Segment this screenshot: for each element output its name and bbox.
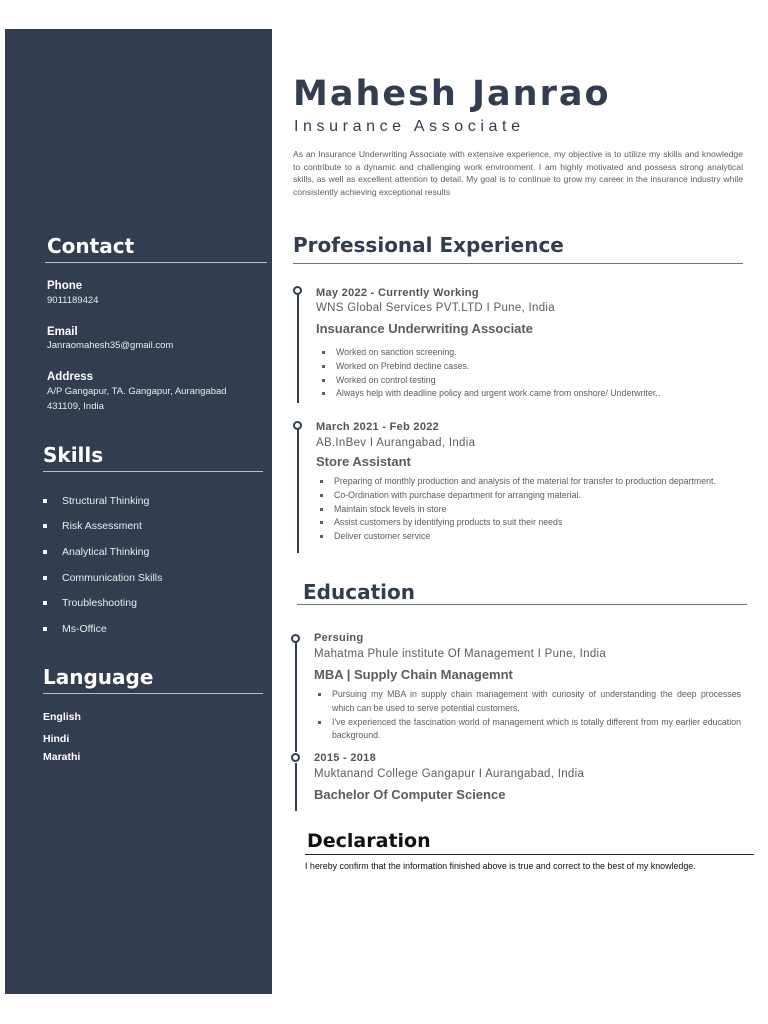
job-title: Insuarance Underwriting Associate — [316, 321, 533, 336]
skill-label: Structural Thinking — [62, 494, 150, 507]
duty-item: Maintain stock levels in store — [316, 503, 743, 517]
duty-item: Worked on control testing — [318, 374, 743, 388]
skills-divider — [43, 471, 263, 472]
sidebar — [5, 29, 272, 994]
duty-item: Preparing of monthly production and analysis of the material for transfer to production department. — [316, 475, 743, 489]
declaration-text: I hereby confirm that the information finished above is true and correct to the best of my knowledge. — [305, 861, 696, 871]
candidate-role: Insurance Associate — [294, 118, 525, 135]
language-item: English — [43, 711, 81, 723]
skill-item — [43, 565, 162, 591]
experience-timeline-line — [297, 428, 299, 553]
skills-heading: Skills — [43, 443, 104, 467]
skill-label: Troubleshooting — [62, 597, 137, 610]
education-degree: Bachelor Of Computer Science — [314, 787, 506, 802]
education-notes — [314, 688, 741, 743]
language-heading: Language — [43, 665, 154, 689]
email-label: Email — [47, 326, 78, 338]
skill-label: Communication Skills — [62, 571, 163, 584]
language-item: Marathi — [43, 751, 81, 763]
skill-item — [43, 616, 162, 642]
job-company: AB.InBev I Aurangabad, India — [316, 437, 476, 449]
education-date: 2015 - 2018 — [314, 752, 377, 764]
email-value: Janraomahesh35@gmail.com — [47, 340, 174, 351]
duty-item: Worked on Prebind decline cases. — [318, 360, 743, 374]
address-value: A/P Gangapur, TA. Gangapur, Aurangabad 431109, India — [47, 386, 227, 412]
timeline-dot-icon — [293, 421, 302, 430]
duty-item: Co-Ordination with purchase department for arranging material. — [316, 489, 743, 503]
bullet-icon — [43, 499, 47, 503]
job-title: Store Assistant — [316, 454, 411, 469]
education-date: Persuing — [314, 632, 364, 644]
skills-list — [43, 488, 162, 642]
language-divider — [43, 693, 263, 694]
job-duties — [318, 346, 743, 401]
education-timeline-line — [295, 763, 297, 811]
duty-item: Worked on sanction screening. — [318, 346, 743, 360]
address-label: Address — [47, 371, 94, 383]
education-institute: Mahatma Phule institute Of Management I Pune, India — [314, 648, 607, 660]
bullet-icon — [43, 601, 47, 605]
job-duties — [316, 475, 743, 544]
bullet-icon — [43, 627, 47, 631]
education-institute: Muktanand College Gangapur I Aurangabad, India — [314, 768, 585, 780]
duty-item: Always help with deadline policy and urgent work came from onshore/ Underwriter.. — [318, 387, 743, 401]
declaration-divider — [305, 854, 754, 855]
bullet-icon — [43, 550, 47, 554]
phone-label: Phone — [47, 280, 83, 292]
declaration-heading: Declaration — [307, 830, 431, 852]
duty-item: Deliver customer service — [316, 530, 743, 544]
skill-item — [43, 514, 162, 540]
skill-label: Risk Assessment — [62, 520, 142, 533]
skill-label: Analytical Thinking — [62, 545, 150, 558]
bullet-icon — [43, 576, 47, 580]
language-item: Hindi — [43, 733, 70, 745]
contact-heading: Contact — [47, 234, 135, 258]
bullet-icon — [43, 524, 47, 528]
education-degree: MBA | Supply Chain Managemnt — [314, 667, 513, 682]
profile-summary: As an Insurance Underwriting Associate with extensive experience, my objective is to utilize my skills and knowledge to contribute to a dynamic and challenging work environment. I am highly motivated and possess strong analytical skills, as well as excellent attention to detail. My goal is to continue to grow my career in the insurance industry while consistently achieving exceptional results — [293, 149, 743, 197]
education-timeline-line — [295, 640, 297, 752]
timeline-dot-icon — [293, 286, 302, 295]
skill-item — [43, 590, 162, 616]
education-divider — [297, 604, 747, 605]
education-note: Pursuing my MBA in supply chain management with curiosity of understanding the deep processes which can be used to serve potential customers. — [314, 688, 741, 716]
skill-item — [43, 539, 162, 565]
experience-timeline-line — [297, 293, 299, 403]
timeline-dot-icon — [291, 753, 300, 762]
education-note: I've experienced the fascination world of management which is totally different from my earlier education background. — [314, 716, 741, 744]
candidate-name: Mahesh Janrao — [293, 74, 611, 114]
duty-item: Assist customers by identifying products to suit their needs — [316, 516, 743, 530]
contact-divider — [45, 262, 267, 263]
education-heading: Education — [303, 580, 415, 604]
job-company: WNS Global Services PVT.LTD I Pune, India — [316, 302, 555, 314]
job-date: March 2021 - Feb 2022 — [316, 421, 440, 433]
phone-value: 9011189424 — [47, 295, 99, 306]
skill-item — [43, 488, 162, 514]
experience-divider — [293, 263, 743, 264]
job-date: May 2022 - Currently Working — [316, 287, 479, 299]
skill-label: Ms-Office — [62, 622, 107, 635]
timeline-dot-icon — [291, 634, 300, 643]
experience-heading: Professional Experience — [293, 233, 564, 257]
